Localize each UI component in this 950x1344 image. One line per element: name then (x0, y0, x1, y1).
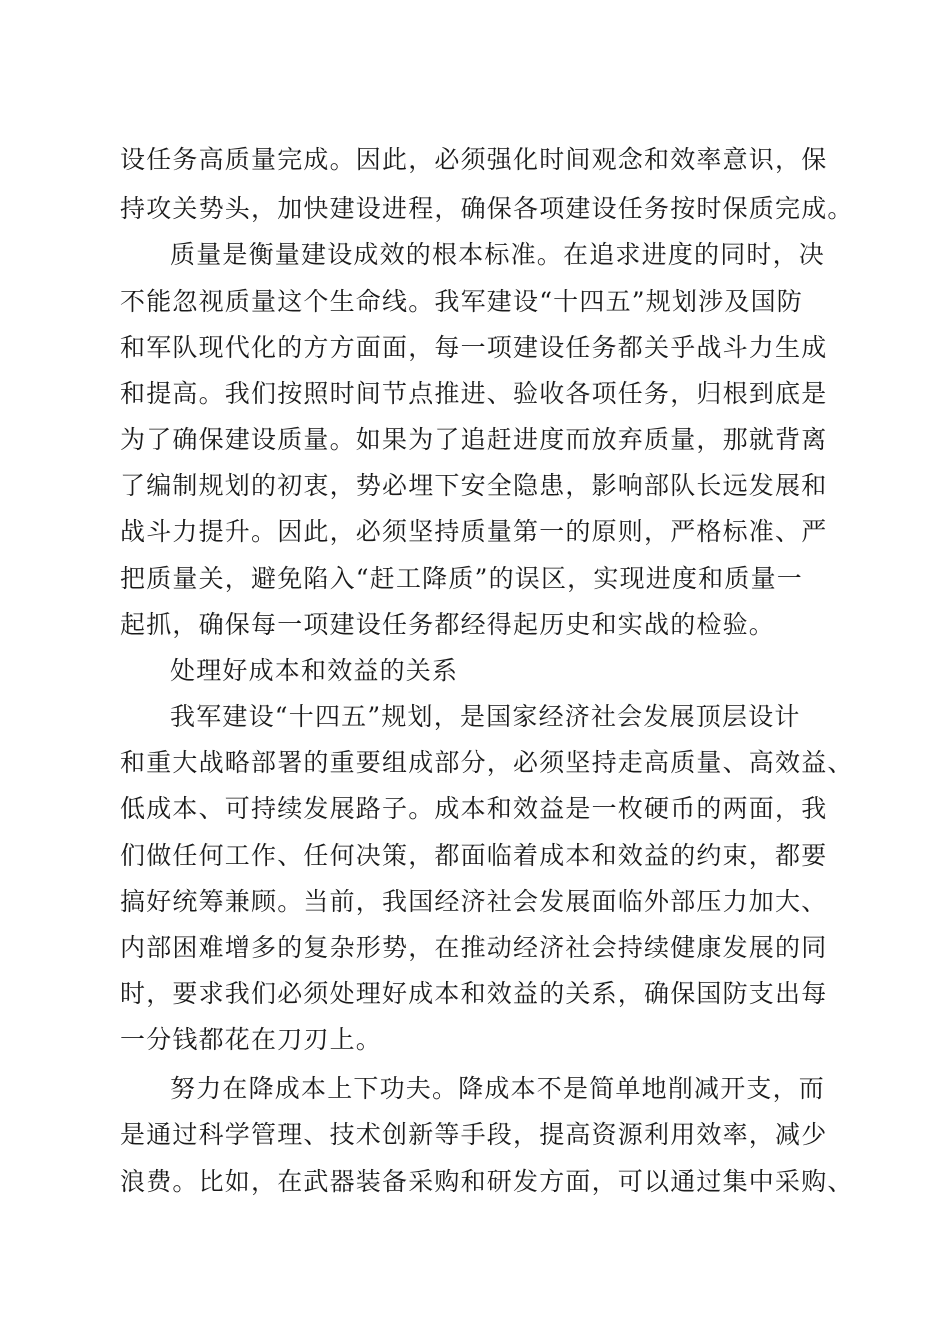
text-line: 把质量关，避免陷入“赶工降质”的误区，实现进度和质量一 (120, 564, 803, 593)
text-line: 了编制规划的初衷，势必埋下安全隐患，影响部队长远发展和 (120, 471, 828, 500)
text-line: 和重大战略部署的重要组成部分，必须坚持走高质量、高效益、 (120, 748, 854, 777)
text-line: 内部困难增多的复杂形势，在推动经济社会持续健康发展的同 (120, 933, 828, 962)
text-line: 浪费。比如，在武器装备采购和研发方面，可以通过集中采购、 (120, 1167, 854, 1196)
text-line: 是通过科学管理、技术创新等手段，提高资源利用效率，减少 (120, 1120, 828, 1149)
text-line: 起抓，确保每一项建设任务都经得起历史和实战的检验。 (120, 610, 776, 639)
text-line: 们做任何工作、任何决策，都面临着成本和效益的约束，都要 (120, 841, 828, 870)
text-line: 为了确保建设质量。如果为了追赶进度而放弃质量，那就背离 (120, 425, 828, 454)
paragraph-first-line: 努力在降成本上下功夫。降成本不是简单地削减开支，而 (170, 1074, 826, 1103)
text-line: 低成本、可持续发展路子。成本和效益是一枚硬币的两面，我 (120, 794, 828, 823)
paragraph-first-line: 质量是衡量建设成效的根本标准。在追求进度的同时，决 (170, 240, 826, 269)
text-line: 和提高。我们按照时间节点推进、验收各项任务，归根到底是 (120, 379, 828, 408)
text-line: 一分钱都花在刀刃上。 (120, 1025, 383, 1054)
text-line: 和军队现代化的方方面面，每一项建设任务都关乎战斗力生成 (120, 333, 828, 362)
text-line: 搞好统筹兼顾。当前，我国经济社会发展面临外部压力加大、 (120, 887, 828, 916)
text-line: 设任务高质量完成。因此，必须强化时间观念和效率意识，保 (120, 145, 828, 174)
section-heading: 处理好成本和效益的关系 (170, 656, 459, 685)
paragraph-first-line: 我军建设“十四五”规划，是国家经济社会发展顶层设计 (170, 702, 801, 731)
text-line: 持攻关势头，加快建设进程，确保各项建设任务按时保质完成。 (120, 194, 854, 223)
text-line: 战斗力提升。因此，必须坚持质量第一的原则，严格标准、严 (120, 517, 828, 546)
text-line: 时，要求我们必须处理好成本和效益的关系，确保国防支出每 (120, 979, 828, 1008)
text-line: 不能忽视质量这个生命线。我军建设“十四五”规划涉及国防 (120, 287, 803, 316)
